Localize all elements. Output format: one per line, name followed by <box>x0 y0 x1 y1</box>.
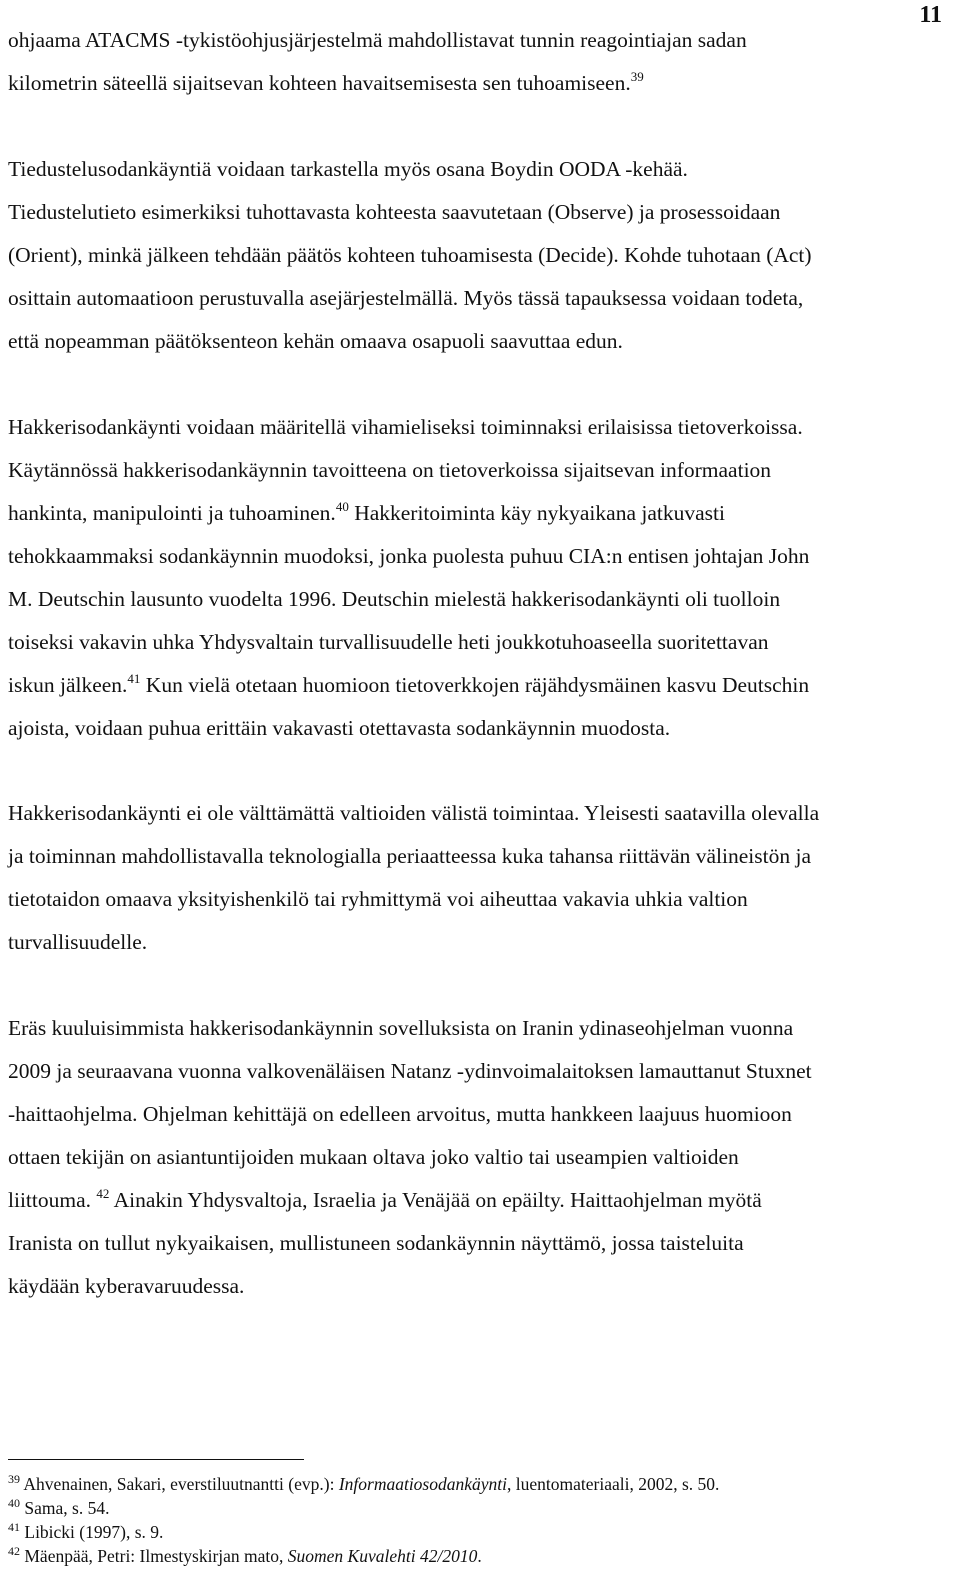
footnote-number: 39 <box>8 1472 20 1486</box>
footnote-ref: 39 <box>630 69 644 84</box>
footnote-ref: 41 <box>127 671 141 686</box>
text-line: iskun jälkeen.$^{41}$ Kun vielä otetaan huomioon tietoverkkojen räjähdysmäinen kasvu Deutschin <box>8 671 810 697</box>
text-line: ottaen tekijän on asiantuntijoiden mukaan oltava joko valtio tai useampien valtioiden <box>8 1145 739 1169</box>
text-line: ja toiminnan mahdollistavalla teknologialla periaatteessa kuka tahansa riittävän välineistön ja <box>8 844 812 868</box>
text-line: että nopeamman päätöksenteon kehän omaava osapuoli saavuttaa edun. <box>8 329 623 353</box>
footnote-ref: 42 <box>96 1186 110 1201</box>
text-line: tehokkaammaksi sodankäynnin muodoksi, jonka puolesta puhuu CIA:n entisen johtajan John <box>8 544 810 568</box>
paragraph-3 <box>8 406 953 750</box>
footnote-separator <box>8 1459 304 1460</box>
paragraph-4 <box>8 792 953 964</box>
text-line: ajoista, voidaan puhua erittäin vakavasti otettavasta sodankäynnin muodosta. <box>8 716 671 740</box>
text-line: toiseksi vakavin uhka Yhdysvaltain turvallisuudelle heti joukkotuhoaseella suoritettavan <box>8 630 769 654</box>
text-line: 2009 ja seuraavana vuonna valkovenäläisen Natanz -ydinvoimalaitoksen lamauttanut Stuxnet <box>8 1059 812 1083</box>
text-line: Hakkerisodankäynti voidaan määritellä vihamieliseksi toiminnaksi erilaisissa tietoverkoissa. <box>8 415 803 439</box>
footnote-number: 40 <box>8 1496 20 1510</box>
text-line: M. Deutschin lausunto vuodelta 1996. Deutschin mielestä hakkerisodankäynti oli tuolloin <box>8 587 781 611</box>
text-line: Hakkerisodankäynti ei ole välttämättä valtioiden välistä toimintaa. Yleisesti saatavilla olevalla <box>8 801 820 825</box>
footnote-ref: 40 <box>335 499 349 514</box>
footnote: $^{39}$ Ahvenainen, Sakari, everstiluutnantti (evp.): Informaatiosodankäynti, luentomateriaali, 2002, s. 50. <box>8 1472 720 1494</box>
text-line: ohjaama ATACMS -tykistöohjusjärjestelmä mahdollistavat tunnin reagointiajan sadan <box>8 28 747 52</box>
footnote: $^{41}$ Libicki (1997), s. 9. <box>8 1520 164 1542</box>
text-line: -haittaohjelma. Ohjelman kehittäjä on edelleen arvoitus, mutta hankkeen laajuus huomioon <box>8 1102 792 1126</box>
footnote-number: 42 <box>8 1544 20 1558</box>
text-line: kilometrin säteellä sijaitsevan kohteen havaitsemisesta sen tuhoamiseen.$^{39}$ <box>8 69 644 95</box>
text-line: Tiedustelutieto esimerkiksi tuhottavasta kohteesta saavutetaan (Observe) ja prosessoidaan <box>8 200 781 224</box>
footnote: $^{42}$ Mäenpää, Petri: Ilmestyskirjan mato, Suomen Kuvalehti 42/2010. <box>8 1544 482 1566</box>
text-line: osittain automaatioon perustuvalla asejärjestelmällä. Myös tässä tapauksessa voidaan todeta, <box>8 286 804 310</box>
text-line: Iranista on tullut nykyaikaisen, mullistuneen sodankäynnin näyttämö, jossa taisteluita <box>8 1231 744 1255</box>
footnotes <box>8 1472 953 1568</box>
paragraph-1 <box>8 19 953 105</box>
footnote: $^{40}$ Sama, s. 54. <box>8 1496 110 1518</box>
paragraph-5 <box>8 1007 953 1308</box>
text-line: käydään kyberavaruudessa. <box>8 1274 245 1298</box>
text-line: liittouma. $^{42}$ Ainakin Yhdysvaltoja, Israelia ja Venäjää on epäilty. Haittaohjelman myötä <box>8 1186 762 1212</box>
footnote-number: 41 <box>8 1520 20 1534</box>
text-line: (Orient), minkä jälkeen tehdään päätös kohteen tuhoamisesta (Decide). Kohde tuhotaan (Act) <box>8 243 812 267</box>
text-line: Käytännössä hakkerisodankäynnin tavoitteena on tietoverkoissa sijaitsevan informaation <box>8 458 772 482</box>
text-line: hankinta, manipulointi ja tuhoaminen.$^{40}$ Hakkeritoiminta käy nykyaikana jatkuvasti <box>8 499 725 525</box>
text-line: tietotaidon omaava yksityishenkilö tai ryhmittymä voi aiheuttaa vakavia uhkia valtion <box>8 887 748 911</box>
text-line: Tiedustelusodankäyntiä voidaan tarkastella myös osana Boydin OODA -kehää. <box>8 157 688 181</box>
text-line: Eräs kuuluisimmista hakkerisodankäynnin sovelluksista on Iranin ydinaseohjelman vuonna <box>8 1016 794 1040</box>
paragraph-2 <box>8 148 953 363</box>
page-number: 11 <box>919 2 942 28</box>
text-line: turvallisuudelle. <box>8 930 148 954</box>
